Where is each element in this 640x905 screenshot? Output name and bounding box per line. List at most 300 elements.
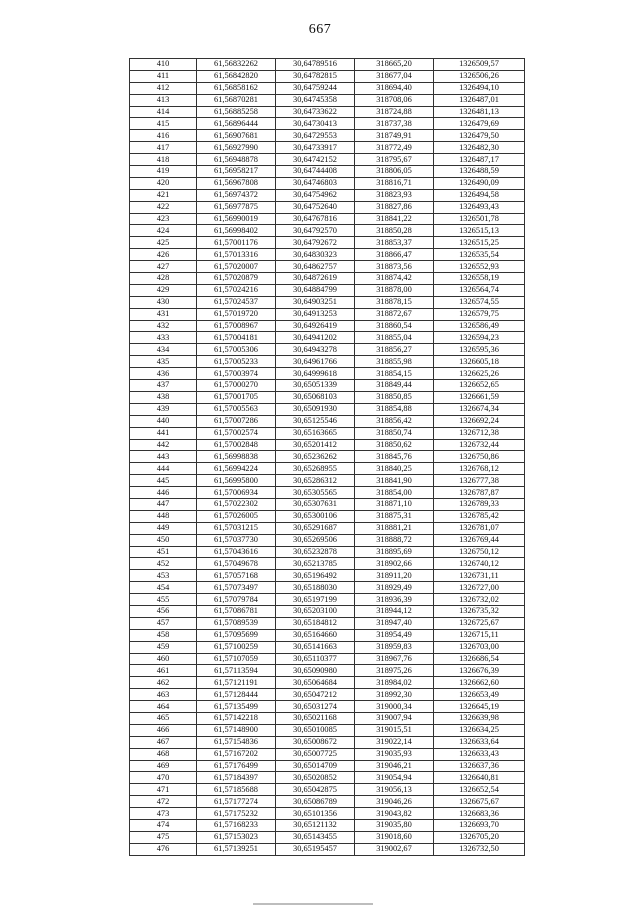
latitude-cell: 61,57142218 — [197, 712, 276, 724]
latitude-cell: 61,57139251 — [197, 843, 276, 855]
y-coordinate-cell: 1326558,19 — [434, 273, 525, 285]
x-coordinate-cell: 318874,42 — [355, 273, 434, 285]
point-number-cell: 429 — [130, 284, 197, 296]
y-coordinate-cell: 1326735,32 — [434, 605, 525, 617]
longitude-cell: 30,65042875 — [276, 784, 355, 796]
latitude-cell: 61,56858162 — [197, 82, 276, 94]
table-row — [130, 498, 525, 510]
table-row — [130, 380, 525, 392]
point-number-cell: 464 — [130, 701, 197, 713]
y-coordinate-cell: 1326652,65 — [434, 380, 525, 392]
latitude-cell: 61,56907681 — [197, 130, 276, 142]
y-coordinate-cell: 1326674,34 — [434, 403, 525, 415]
table-row — [130, 772, 525, 784]
longitude-cell: 30,65201412 — [276, 439, 355, 451]
x-coordinate-cell: 319000,34 — [355, 701, 434, 713]
table-row — [130, 534, 525, 546]
point-number-cell: 461 — [130, 665, 197, 677]
table-row — [130, 629, 525, 641]
y-coordinate-cell: 1326705,20 — [434, 831, 525, 843]
point-number-cell: 460 — [130, 653, 197, 665]
point-number-cell: 410 — [130, 59, 197, 71]
y-coordinate-cell: 1326481,13 — [434, 106, 525, 118]
latitude-cell: 61,56977875 — [197, 201, 276, 213]
longitude-cell: 30,64752640 — [276, 201, 355, 213]
x-coordinate-cell: 318772,49 — [355, 142, 434, 154]
longitude-cell: 30,65196492 — [276, 570, 355, 582]
longitude-cell: 30,65143455 — [276, 831, 355, 843]
table-row — [130, 487, 525, 499]
latitude-cell: 61,56998402 — [197, 225, 276, 237]
x-coordinate-cell: 318959,83 — [355, 641, 434, 653]
point-number-cell: 418 — [130, 154, 197, 166]
x-coordinate-cell: 318911,20 — [355, 570, 434, 582]
point-number-cell: 459 — [130, 641, 197, 653]
table-row — [130, 582, 525, 594]
point-number-cell: 463 — [130, 689, 197, 701]
point-number-cell: 446 — [130, 487, 197, 499]
latitude-cell: 61,57043616 — [197, 546, 276, 558]
latitude-cell: 61,56967808 — [197, 177, 276, 189]
x-coordinate-cell: 318665,20 — [355, 59, 434, 71]
x-coordinate-cell: 318878,15 — [355, 296, 434, 308]
longitude-cell: 30,65203100 — [276, 605, 355, 617]
y-coordinate-cell: 1326715,11 — [434, 629, 525, 641]
longitude-cell: 30,65086789 — [276, 796, 355, 808]
point-number-cell: 465 — [130, 712, 197, 724]
point-number-cell: 430 — [130, 296, 197, 308]
longitude-cell: 30,64903251 — [276, 296, 355, 308]
longitude-cell: 30,65047212 — [276, 689, 355, 701]
y-coordinate-cell: 1326692,24 — [434, 415, 525, 427]
x-coordinate-cell: 318854,00 — [355, 487, 434, 499]
point-number-cell: 420 — [130, 177, 197, 189]
table-row — [130, 677, 525, 689]
x-coordinate-cell: 318856,27 — [355, 344, 434, 356]
table-row — [130, 558, 525, 570]
table-row — [130, 736, 525, 748]
longitude-cell: 30,65021168 — [276, 712, 355, 724]
longitude-cell: 30,64913253 — [276, 308, 355, 320]
point-number-cell: 468 — [130, 748, 197, 760]
x-coordinate-cell: 318936,39 — [355, 594, 434, 606]
point-number-cell: 438 — [130, 391, 197, 403]
latitude-cell: 61,56958217 — [197, 166, 276, 178]
coordinate-table-body — [130, 59, 525, 856]
point-number-cell: 424 — [130, 225, 197, 237]
y-coordinate-cell: 1326640,81 — [434, 772, 525, 784]
y-coordinate-cell: 1326535,54 — [434, 249, 525, 261]
longitude-cell: 30,64926419 — [276, 320, 355, 332]
y-coordinate-cell: 1326732,50 — [434, 843, 525, 855]
longitude-cell: 30,64746803 — [276, 177, 355, 189]
latitude-cell: 61,57148900 — [197, 724, 276, 736]
point-number-cell: 470 — [130, 772, 197, 784]
table-row — [130, 106, 525, 118]
longitude-cell: 30,64943278 — [276, 344, 355, 356]
x-coordinate-cell: 318855,04 — [355, 332, 434, 344]
longitude-cell: 30,65269506 — [276, 534, 355, 546]
longitude-cell: 30,64745358 — [276, 94, 355, 106]
point-number-cell: 466 — [130, 724, 197, 736]
longitude-cell: 30,64872619 — [276, 273, 355, 285]
table-row — [130, 415, 525, 427]
longitude-cell: 30,65068103 — [276, 391, 355, 403]
y-coordinate-cell: 1326662,60 — [434, 677, 525, 689]
point-number-cell: 445 — [130, 475, 197, 487]
longitude-cell: 30,64767816 — [276, 213, 355, 225]
x-coordinate-cell: 319046,26 — [355, 796, 434, 808]
y-coordinate-cell: 1326501,78 — [434, 213, 525, 225]
longitude-cell: 30,65286312 — [276, 475, 355, 487]
latitude-cell: 61,57177274 — [197, 796, 276, 808]
longitude-cell: 30,65188030 — [276, 582, 355, 594]
table-row — [130, 427, 525, 439]
longitude-cell: 30,65090980 — [276, 665, 355, 677]
longitude-cell: 30,65064684 — [276, 677, 355, 689]
x-coordinate-cell: 318845,76 — [355, 451, 434, 463]
y-coordinate-cell: 1326482,30 — [434, 142, 525, 154]
y-coordinate-cell: 1326785,42 — [434, 510, 525, 522]
latitude-cell: 61,57184397 — [197, 772, 276, 784]
latitude-cell: 61,56885258 — [197, 106, 276, 118]
table-row — [130, 510, 525, 522]
longitude-cell: 30,64742152 — [276, 154, 355, 166]
y-coordinate-cell: 1326683,36 — [434, 808, 525, 820]
x-coordinate-cell: 318875,31 — [355, 510, 434, 522]
latitude-cell: 61,57107059 — [197, 653, 276, 665]
longitude-cell: 30,65184812 — [276, 617, 355, 629]
x-coordinate-cell: 318841,22 — [355, 213, 434, 225]
table-row — [130, 820, 525, 832]
x-coordinate-cell: 318856,42 — [355, 415, 434, 427]
table-row — [130, 831, 525, 843]
latitude-cell: 61,56870281 — [197, 94, 276, 106]
table-row — [130, 843, 525, 855]
latitude-cell: 61,57026005 — [197, 510, 276, 522]
x-coordinate-cell: 318954,49 — [355, 629, 434, 641]
latitude-cell: 61,57073497 — [197, 582, 276, 594]
table-row — [130, 177, 525, 189]
x-coordinate-cell: 318871,10 — [355, 498, 434, 510]
longitude-cell: 30,65305565 — [276, 487, 355, 499]
table-row — [130, 475, 525, 487]
longitude-cell: 30,65268955 — [276, 463, 355, 475]
x-coordinate-cell: 318881,21 — [355, 522, 434, 534]
longitude-cell: 30,65163665 — [276, 427, 355, 439]
latitude-cell: 61,57049678 — [197, 558, 276, 570]
y-coordinate-cell: 1326750,86 — [434, 451, 525, 463]
x-coordinate-cell: 319015,51 — [355, 724, 434, 736]
table-row — [130, 594, 525, 606]
table-row — [130, 320, 525, 332]
x-coordinate-cell: 318854,88 — [355, 403, 434, 415]
point-number-cell: 457 — [130, 617, 197, 629]
latitude-cell: 61,56994224 — [197, 463, 276, 475]
table-row — [130, 570, 525, 582]
x-coordinate-cell: 318850,74 — [355, 427, 434, 439]
longitude-cell: 30,64862757 — [276, 261, 355, 273]
y-coordinate-cell: 1326732,44 — [434, 439, 525, 451]
y-coordinate-cell: 1326633,43 — [434, 748, 525, 760]
longitude-cell: 30,65121132 — [276, 820, 355, 832]
y-coordinate-cell: 1326637,36 — [434, 760, 525, 772]
point-number-cell: 443 — [130, 451, 197, 463]
x-coordinate-cell: 318749,91 — [355, 130, 434, 142]
table-row — [130, 189, 525, 201]
x-coordinate-cell: 318992,30 — [355, 689, 434, 701]
point-number-cell: 442 — [130, 439, 197, 451]
latitude-cell: 61,57022302 — [197, 498, 276, 510]
table-row — [130, 784, 525, 796]
latitude-cell: 61,57175232 — [197, 808, 276, 820]
x-coordinate-cell: 318929,49 — [355, 582, 434, 594]
y-coordinate-cell: 1326515,13 — [434, 225, 525, 237]
x-coordinate-cell: 318866,47 — [355, 249, 434, 261]
y-coordinate-cell: 1326586,49 — [434, 320, 525, 332]
table-row — [130, 94, 525, 106]
y-coordinate-cell: 1326633,64 — [434, 736, 525, 748]
latitude-cell: 61,57002848 — [197, 439, 276, 451]
x-coordinate-cell: 318827,86 — [355, 201, 434, 213]
table-row — [130, 617, 525, 629]
y-coordinate-cell: 1326732,02 — [434, 594, 525, 606]
y-coordinate-cell: 1326712,38 — [434, 427, 525, 439]
longitude-cell: 30,65091930 — [276, 403, 355, 415]
table-row — [130, 59, 525, 71]
point-number-cell: 415 — [130, 118, 197, 130]
table-row — [130, 118, 525, 130]
x-coordinate-cell: 319007,94 — [355, 712, 434, 724]
y-coordinate-cell: 1326731,11 — [434, 570, 525, 582]
latitude-cell: 61,57001705 — [197, 391, 276, 403]
x-coordinate-cell: 318860,54 — [355, 320, 434, 332]
x-coordinate-cell: 318737,38 — [355, 118, 434, 130]
y-coordinate-cell: 1326515,25 — [434, 237, 525, 249]
x-coordinate-cell: 319054,94 — [355, 772, 434, 784]
latitude-cell: 61,57167202 — [197, 748, 276, 760]
latitude-cell: 61,57057168 — [197, 570, 276, 582]
latitude-cell: 61,57013316 — [197, 249, 276, 261]
latitude-cell: 61,57003974 — [197, 368, 276, 380]
table-row — [130, 225, 525, 237]
longitude-cell: 30,65213785 — [276, 558, 355, 570]
latitude-cell: 61,57007286 — [197, 415, 276, 427]
longitude-cell: 30,65031274 — [276, 701, 355, 713]
point-number-cell: 455 — [130, 594, 197, 606]
point-number-cell: 413 — [130, 94, 197, 106]
x-coordinate-cell: 318967,76 — [355, 653, 434, 665]
point-number-cell: 417 — [130, 142, 197, 154]
longitude-cell: 30,65020852 — [276, 772, 355, 784]
x-coordinate-cell: 318902,66 — [355, 558, 434, 570]
x-coordinate-cell: 319056,13 — [355, 784, 434, 796]
latitude-cell: 61,56927990 — [197, 142, 276, 154]
x-coordinate-cell: 318975,26 — [355, 665, 434, 677]
x-coordinate-cell: 319035,80 — [355, 820, 434, 832]
table-row — [130, 641, 525, 653]
point-number-cell: 448 — [130, 510, 197, 522]
y-coordinate-cell: 1326777,38 — [434, 475, 525, 487]
point-number-cell: 441 — [130, 427, 197, 439]
latitude-cell: 61,56948878 — [197, 154, 276, 166]
longitude-cell: 30,64754962 — [276, 189, 355, 201]
latitude-cell: 61,57005233 — [197, 356, 276, 368]
y-coordinate-cell: 1326769,44 — [434, 534, 525, 546]
latitude-cell: 61,57037730 — [197, 534, 276, 546]
latitude-cell: 61,56998838 — [197, 451, 276, 463]
longitude-cell: 30,64999618 — [276, 368, 355, 380]
y-coordinate-cell: 1326479,69 — [434, 118, 525, 130]
y-coordinate-cell: 1326634,25 — [434, 724, 525, 736]
longitude-cell: 30,65291687 — [276, 522, 355, 534]
x-coordinate-cell: 318841,90 — [355, 475, 434, 487]
longitude-cell: 30,65164660 — [276, 629, 355, 641]
x-coordinate-cell: 318694,40 — [355, 82, 434, 94]
y-coordinate-cell: 1326579,75 — [434, 308, 525, 320]
latitude-cell: 61,57024537 — [197, 296, 276, 308]
point-number-cell: 422 — [130, 201, 197, 213]
table-row — [130, 249, 525, 261]
latitude-cell: 61,57000270 — [197, 380, 276, 392]
x-coordinate-cell: 318984,02 — [355, 677, 434, 689]
coordinate-table — [129, 58, 525, 856]
point-number-cell: 412 — [130, 82, 197, 94]
table-row — [130, 463, 525, 475]
point-number-cell: 426 — [130, 249, 197, 261]
x-coordinate-cell: 318850,85 — [355, 391, 434, 403]
point-number-cell: 452 — [130, 558, 197, 570]
x-coordinate-cell: 318944,12 — [355, 605, 434, 617]
table-row — [130, 439, 525, 451]
latitude-cell: 61,56990019 — [197, 213, 276, 225]
table-row — [130, 70, 525, 82]
longitude-cell: 30,65141663 — [276, 641, 355, 653]
latitude-cell: 61,57135499 — [197, 701, 276, 713]
latitude-cell: 61,57031215 — [197, 522, 276, 534]
y-coordinate-cell: 1326727,00 — [434, 582, 525, 594]
longitude-cell: 30,64733917 — [276, 142, 355, 154]
latitude-cell: 61,57095699 — [197, 629, 276, 641]
table-row — [130, 273, 525, 285]
y-coordinate-cell: 1326595,36 — [434, 344, 525, 356]
y-coordinate-cell: 1326787,87 — [434, 487, 525, 499]
y-coordinate-cell: 1326494,10 — [434, 82, 525, 94]
table-row — [130, 605, 525, 617]
point-number-cell: 440 — [130, 415, 197, 427]
longitude-cell: 30,64884799 — [276, 284, 355, 296]
y-coordinate-cell: 1326676,39 — [434, 665, 525, 677]
table-row — [130, 261, 525, 273]
table-row — [130, 689, 525, 701]
latitude-cell: 61,57089539 — [197, 617, 276, 629]
x-coordinate-cell: 318878,00 — [355, 284, 434, 296]
table-row — [130, 82, 525, 94]
longitude-cell: 30,65307631 — [276, 498, 355, 510]
latitude-cell: 61,56832262 — [197, 59, 276, 71]
point-number-cell: 419 — [130, 166, 197, 178]
y-coordinate-cell: 1326693,70 — [434, 820, 525, 832]
x-coordinate-cell: 318850,28 — [355, 225, 434, 237]
table-row — [130, 213, 525, 225]
longitude-cell: 30,64792570 — [276, 225, 355, 237]
latitude-cell: 61,57001176 — [197, 237, 276, 249]
point-number-cell: 462 — [130, 677, 197, 689]
table-row — [130, 522, 525, 534]
x-coordinate-cell: 318850,62 — [355, 439, 434, 451]
latitude-cell: 61,57008967 — [197, 320, 276, 332]
table-row — [130, 403, 525, 415]
table-row — [130, 201, 525, 213]
latitude-cell: 61,57086781 — [197, 605, 276, 617]
y-coordinate-cell: 1326661,59 — [434, 391, 525, 403]
latitude-cell: 61,57004181 — [197, 332, 276, 344]
latitude-cell: 61,57002574 — [197, 427, 276, 439]
point-number-cell: 435 — [130, 356, 197, 368]
latitude-cell: 61,56842820 — [197, 70, 276, 82]
longitude-cell: 30,65051339 — [276, 380, 355, 392]
x-coordinate-cell: 318724,88 — [355, 106, 434, 118]
table-row — [130, 368, 525, 380]
point-number-cell: 414 — [130, 106, 197, 118]
y-coordinate-cell: 1326494,58 — [434, 189, 525, 201]
longitude-cell: 30,64830323 — [276, 249, 355, 261]
point-number-cell: 476 — [130, 843, 197, 855]
y-coordinate-cell: 1326594,23 — [434, 332, 525, 344]
point-number-cell: 450 — [130, 534, 197, 546]
y-coordinate-cell: 1326605,18 — [434, 356, 525, 368]
table-row — [130, 391, 525, 403]
y-coordinate-cell: 1326509,57 — [434, 59, 525, 71]
y-coordinate-cell: 1326490,09 — [434, 177, 525, 189]
x-coordinate-cell: 318708,06 — [355, 94, 434, 106]
point-number-cell: 451 — [130, 546, 197, 558]
y-coordinate-cell: 1326675,67 — [434, 796, 525, 808]
point-number-cell: 444 — [130, 463, 197, 475]
table-row — [130, 724, 525, 736]
table-row — [130, 332, 525, 344]
longitude-cell: 30,64792672 — [276, 237, 355, 249]
point-number-cell: 456 — [130, 605, 197, 617]
y-coordinate-cell: 1326781,07 — [434, 522, 525, 534]
latitude-cell: 61,56896444 — [197, 118, 276, 130]
x-coordinate-cell: 318895,69 — [355, 546, 434, 558]
longitude-cell: 30,65110377 — [276, 653, 355, 665]
longitude-cell: 30,65014709 — [276, 760, 355, 772]
x-coordinate-cell: 319035,93 — [355, 748, 434, 760]
point-number-cell: 467 — [130, 736, 197, 748]
table-row — [130, 296, 525, 308]
x-coordinate-cell: 318823,93 — [355, 189, 434, 201]
point-number-cell: 421 — [130, 189, 197, 201]
point-number-cell: 427 — [130, 261, 197, 273]
point-number-cell: 416 — [130, 130, 197, 142]
longitude-cell: 30,65010085 — [276, 724, 355, 736]
table-row — [130, 760, 525, 772]
x-coordinate-cell: 319022,14 — [355, 736, 434, 748]
y-coordinate-cell: 1326768,12 — [434, 463, 525, 475]
table-row — [130, 142, 525, 154]
longitude-cell: 30,65125546 — [276, 415, 355, 427]
y-coordinate-cell: 1326653,49 — [434, 689, 525, 701]
y-coordinate-cell: 1326574,55 — [434, 296, 525, 308]
latitude-cell: 61,57113594 — [197, 665, 276, 677]
longitude-cell: 30,65197199 — [276, 594, 355, 606]
latitude-cell: 61,57006934 — [197, 487, 276, 499]
latitude-cell: 61,57024216 — [197, 284, 276, 296]
table-row — [130, 356, 525, 368]
table-row — [130, 130, 525, 142]
